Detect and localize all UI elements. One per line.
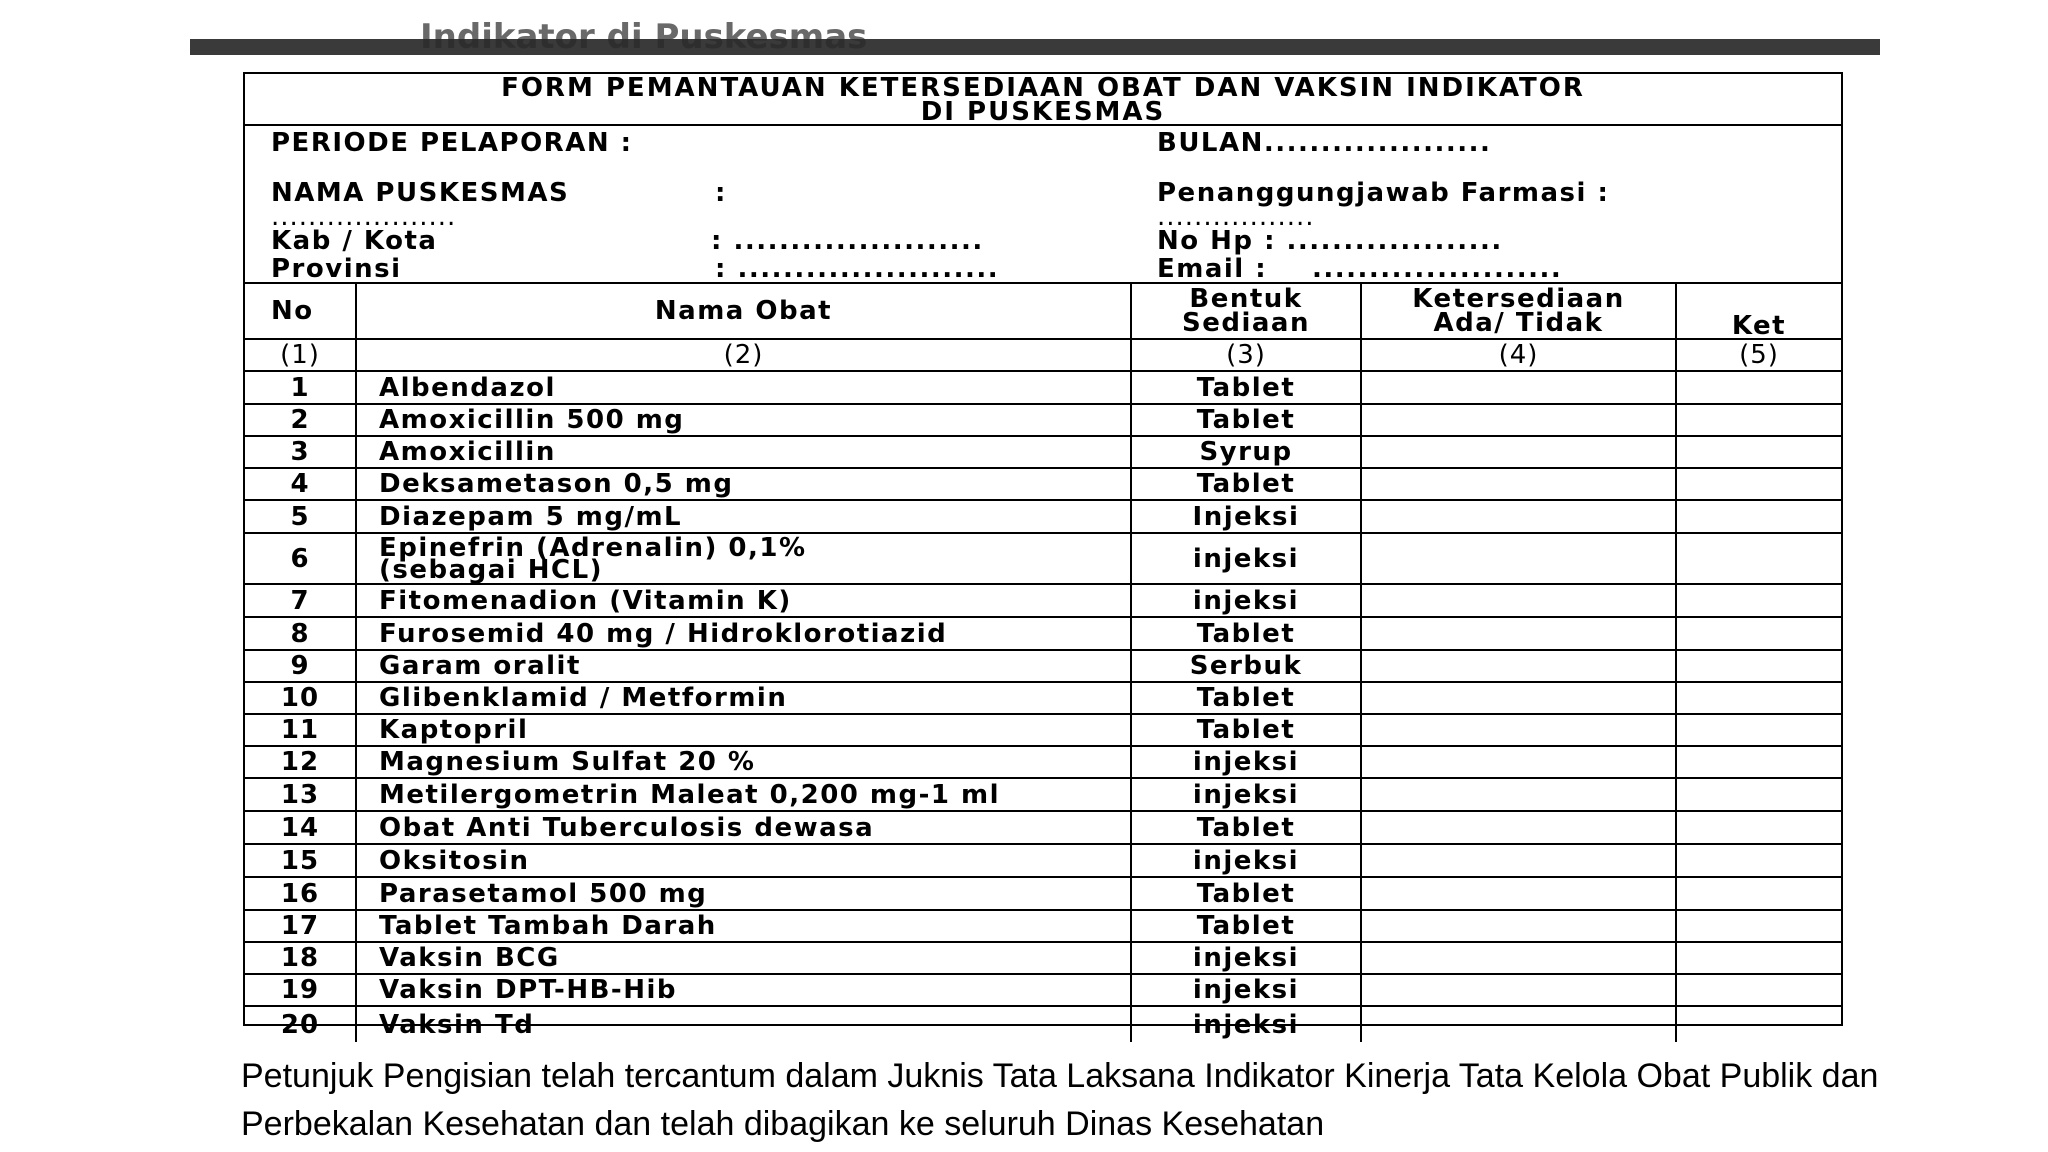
penanggungjawab-label: Penanggungjawab Farmasi :	[1157, 178, 1610, 208]
form-title-line-2: DI PUSKESMAS	[920, 97, 1166, 127]
availability-cell[interactable]	[1361, 404, 1676, 436]
remarks-cell[interactable]	[1676, 714, 1841, 746]
remarks-cell[interactable]	[1676, 500, 1841, 533]
dosage-form: Tablet	[1131, 468, 1361, 500]
remarks-cell[interactable]	[1676, 778, 1841, 811]
availability-cell[interactable]	[1361, 617, 1676, 650]
medicine-name-line-2: (sebagai HCL)	[379, 554, 604, 585]
footnote-line-1: Petunjuk Pengisian telah tercantum dalam Juknis Tata Laksana Indikator Kinerja Tata Kelola Obat Publik dan	[241, 1057, 1879, 1095]
table-row	[245, 714, 1841, 746]
medicine-name: Magnesium Sulfat 20 %	[356, 746, 1131, 778]
header-ket: Ket	[1676, 284, 1841, 339]
table-row	[245, 650, 1841, 682]
medicine-name: Tablet Tambah Darah	[356, 910, 1131, 942]
dosage-form: Tablet	[1131, 811, 1361, 844]
remarks-cell[interactable]	[1676, 682, 1841, 714]
slide-title-text: Indikator di Puskesmas	[420, 17, 868, 57]
row-number: 18	[245, 942, 356, 974]
table-row	[245, 811, 1841, 844]
row-number: 16	[245, 877, 356, 910]
provinsi-label: Provinsi	[271, 254, 402, 284]
table-row	[245, 500, 1841, 533]
availability-cell[interactable]	[1361, 500, 1676, 533]
remarks-cell[interactable]	[1676, 811, 1841, 844]
header-keter-line-2: Ada/ Tidak	[1433, 308, 1604, 338]
table-row	[245, 844, 1841, 877]
table-header-row	[245, 284, 1841, 339]
availability-cell[interactable]	[1361, 682, 1676, 714]
medicine-name: Vaksin Td	[356, 1006, 1131, 1042]
table-row	[245, 584, 1841, 617]
medicine-name: Metilergometrin Maleat 0,200 mg-1 ml	[356, 778, 1131, 811]
table-row	[245, 942, 1841, 974]
row-number: 13	[245, 778, 356, 811]
medicine-name: Albendazol	[356, 371, 1131, 404]
remarks-cell[interactable]	[1676, 910, 1841, 942]
availability-cell[interactable]	[1361, 436, 1676, 468]
availability-cell[interactable]	[1361, 910, 1676, 942]
table-row	[245, 436, 1841, 468]
periode-label: PERIODE PELAPORAN :	[271, 128, 633, 158]
row-number: 19	[245, 974, 356, 1006]
row-number: 12	[245, 746, 356, 778]
medicine-name: Kaptopril	[356, 714, 1131, 746]
remarks-cell[interactable]	[1676, 584, 1841, 617]
column-number: (1)	[245, 339, 356, 371]
table-row	[245, 1006, 1841, 1042]
dosage-form: Syrup	[1131, 436, 1361, 468]
table-row	[245, 617, 1841, 650]
remarks-cell[interactable]	[1676, 436, 1841, 468]
form-info-section	[245, 126, 1841, 284]
monitoring-form	[243, 72, 1843, 1040]
medicine-name-line-1: Epinefrin (Adrenalin) 0,1%	[379, 532, 807, 563]
availability-cell[interactable]	[1361, 468, 1676, 500]
dosage-form: injeksi	[1131, 584, 1361, 617]
availability-cell[interactable]	[1361, 1006, 1676, 1042]
remarks-cell[interactable]	[1676, 533, 1841, 584]
email-value: ......................	[1312, 254, 1563, 284]
row-number: 14	[245, 811, 356, 844]
header-bentuk-sediaan	[1131, 284, 1361, 339]
remarks-cell[interactable]	[1676, 404, 1841, 436]
dosage-form: Tablet	[1131, 877, 1361, 910]
dosage-form: injeksi	[1131, 746, 1361, 778]
dosage-form: Tablet	[1131, 910, 1361, 942]
slide-title-bar	[190, 17, 1880, 57]
medicine-name	[356, 533, 1131, 584]
availability-cell[interactable]	[1361, 974, 1676, 1006]
availability-cell[interactable]	[1361, 877, 1676, 910]
nama-puskesmas-dots: ....................	[271, 202, 457, 232]
table-row	[245, 468, 1841, 500]
row-number: 11	[245, 714, 356, 746]
availability-cell[interactable]	[1361, 746, 1676, 778]
column-number: (3)	[1131, 339, 1361, 371]
dosage-form: injeksi	[1131, 778, 1361, 811]
row-number: 6	[245, 533, 356, 584]
dosage-form: Tablet	[1131, 371, 1361, 404]
medicine-name: Amoxicillin 500 mg	[356, 404, 1131, 436]
availability-cell[interactable]	[1361, 584, 1676, 617]
form-title-line-1: FORM PEMANTAUAN KETERSEDIAAN OBAT DAN VAKSIN INDIKATOR	[501, 73, 1585, 103]
medicine-name: Deksametason 0,5 mg	[356, 468, 1131, 500]
column-number-row	[245, 339, 1841, 371]
penanggungjawab-dots: .................	[1157, 202, 1315, 232]
availability-cell[interactable]	[1361, 811, 1676, 844]
column-number: (4)	[1361, 339, 1676, 371]
row-number: 15	[245, 844, 356, 877]
provinsi-value: : .......................	[715, 254, 1000, 284]
row-number: 7	[245, 584, 356, 617]
header-nama-obat: Nama Obat	[356, 284, 1131, 339]
dosage-form: injeksi	[1131, 1006, 1361, 1042]
row-number: 9	[245, 650, 356, 682]
medicine-name: Glibenklamid / Metformin	[356, 682, 1131, 714]
header-no: No	[245, 284, 356, 339]
table-row	[245, 404, 1841, 436]
table-row	[245, 746, 1841, 778]
availability-cell[interactable]	[1361, 533, 1676, 584]
remarks-cell[interactable]	[1676, 746, 1841, 778]
availability-cell[interactable]	[1361, 844, 1676, 877]
nama-puskesmas-label: NAMA PUSKESMAS	[271, 178, 570, 208]
table-row	[245, 533, 1841, 584]
remarks-cell[interactable]	[1676, 468, 1841, 500]
remarks-cell[interactable]	[1676, 650, 1841, 682]
footnote-line-2: Perbekalan Kesehatan dan telah dibagikan ke seluruh Dinas Kesehatan	[241, 1105, 1325, 1143]
availability-cell[interactable]	[1361, 942, 1676, 974]
header-keter-line-1: Ketersediaan	[1412, 284, 1625, 314]
dosage-form: Tablet	[1131, 682, 1361, 714]
row-number: 8	[245, 617, 356, 650]
medicine-name: Diazepam 5 mg/mL	[356, 500, 1131, 533]
dosage-form: injeksi	[1131, 533, 1361, 584]
bulan-label: BULAN....................	[1157, 128, 1492, 158]
medicine-name: Garam oralit	[356, 650, 1131, 682]
instructions-footnote	[241, 1052, 2021, 1148]
availability-cell[interactable]	[1361, 714, 1676, 746]
column-number: (5)	[1676, 339, 1841, 371]
availability-cell[interactable]	[1361, 650, 1676, 682]
kab-kota-value: : ......................	[711, 226, 984, 256]
row-number: 4	[245, 468, 356, 500]
header-bentuk-line-1: Bentuk	[1189, 284, 1303, 314]
medicine-name: Vaksin BCG	[356, 942, 1131, 974]
availability-cell[interactable]	[1361, 778, 1676, 811]
dosage-form: Serbuk	[1131, 650, 1361, 682]
table-row	[245, 778, 1841, 811]
table-row	[245, 910, 1841, 942]
row-number: 20	[245, 1006, 356, 1042]
medicine-name: Oksitosin	[356, 844, 1131, 877]
medicine-name: Amoxicillin	[356, 436, 1131, 468]
column-number: (2)	[356, 339, 1131, 371]
nama-puskesmas-colon: :	[715, 178, 727, 208]
dosage-form: injeksi	[1131, 974, 1361, 1006]
availability-cell[interactable]	[1361, 371, 1676, 404]
table-row	[245, 371, 1841, 404]
row-number: 3	[245, 436, 356, 468]
header-ketersediaan	[1361, 284, 1676, 339]
remarks-cell[interactable]	[1676, 1006, 1841, 1042]
remarks-cell[interactable]	[1676, 617, 1841, 650]
dosage-form: Tablet	[1131, 714, 1361, 746]
medicine-name: Obat Anti Tuberculosis dewasa	[356, 811, 1131, 844]
table-row	[245, 974, 1841, 1006]
form-title	[245, 74, 1841, 126]
remarks-cell[interactable]	[1676, 942, 1841, 974]
medicine-name: Furosemid 40 mg / Hidroklorotiazid	[356, 617, 1131, 650]
table-row	[245, 682, 1841, 714]
dosage-form: Injeksi	[1131, 500, 1361, 533]
remarks-cell[interactable]	[1676, 974, 1841, 1006]
row-number: 10	[245, 682, 356, 714]
row-number: 2	[245, 404, 356, 436]
dosage-form: Tablet	[1131, 617, 1361, 650]
dosage-form: Tablet	[1131, 404, 1361, 436]
medicine-name: Fitomenadion (Vitamin K)	[356, 584, 1131, 617]
row-number: 5	[245, 500, 356, 533]
row-number: 1	[245, 371, 356, 404]
medicine-table	[245, 284, 1841, 1042]
kab-kota-label: Kab / Kota	[271, 226, 438, 256]
medicine-name: Vaksin DPT-HB-Hib	[356, 974, 1131, 1006]
dosage-form: injeksi	[1131, 942, 1361, 974]
remarks-cell[interactable]	[1676, 844, 1841, 877]
email-label: Email :	[1157, 254, 1268, 284]
row-number: 17	[245, 910, 356, 942]
table-row	[245, 877, 1841, 910]
remarks-cell[interactable]	[1676, 371, 1841, 404]
header-bentuk-line-2: Sediaan	[1182, 308, 1310, 338]
medicine-name: Parasetamol 500 mg	[356, 877, 1131, 910]
remarks-cell[interactable]	[1676, 877, 1841, 910]
dosage-form: injeksi	[1131, 844, 1361, 877]
no-hp-label: No Hp : ...................	[1157, 226, 1503, 256]
